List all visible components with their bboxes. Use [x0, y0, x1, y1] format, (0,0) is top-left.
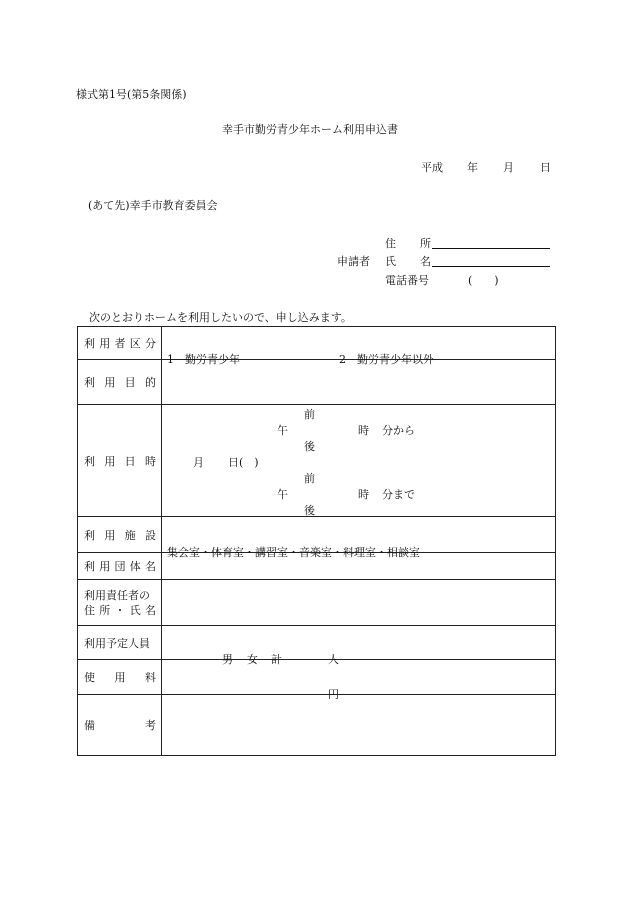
datetime-label-text	[78, 453, 161, 469]
label-char: 所	[99, 603, 111, 617]
noon-mark-from: 午	[277, 424, 288, 437]
label-char: 利	[84, 337, 95, 350]
name-label-1: 氏	[385, 255, 396, 268]
people-label-text: 利用予定人員	[84, 636, 150, 650]
category-cell[interactable]	[162, 327, 556, 366]
table-row	[78, 660, 556, 695]
group-label-text	[78, 558, 161, 574]
label-char: 区	[129, 337, 141, 350]
application-table	[77, 326, 556, 756]
facility-label-text	[78, 527, 161, 543]
facility-options[interactable]: 集会室・体育室・講習室・音楽室・料理室・相談室	[167, 545, 420, 559]
date-year: 年	[467, 161, 478, 174]
category-label	[78, 327, 162, 360]
datetime-cell[interactable]	[162, 405, 556, 517]
category-option-2[interactable]: 2 勤労青少年以外	[339, 353, 434, 366]
facility-label	[78, 517, 162, 553]
name-field[interactable]	[432, 266, 550, 267]
label-char: ・	[114, 603, 126, 617]
label-char: 目	[124, 376, 136, 389]
responsible-label	[78, 580, 162, 626]
label-char: 用	[104, 454, 116, 468]
am-mark-until: 前	[304, 472, 315, 485]
table-row	[78, 360, 556, 405]
table-row	[78, 626, 556, 660]
label-char: 日	[124, 454, 136, 468]
label-char: 体	[129, 560, 141, 573]
purpose-cell[interactable]	[162, 360, 556, 405]
label-char: 者	[114, 337, 126, 350]
label-char: 用	[104, 528, 116, 542]
form-title: 幸手市勤労青少年ホーム利用申込書	[222, 123, 398, 136]
address-field[interactable]	[432, 248, 550, 249]
purpose-label	[78, 360, 162, 405]
label-char: 団	[114, 560, 126, 573]
intro-text: 次のとおりホームを利用したいので、申し込みます。	[89, 311, 352, 324]
date-month: 月	[503, 161, 514, 174]
label-char: 料	[145, 671, 156, 684]
people-unit: 人	[328, 652, 339, 666]
category-label-text	[78, 335, 161, 351]
label-char: 利	[84, 376, 95, 389]
label-char: 施	[124, 528, 136, 542]
label-char: 用	[104, 376, 116, 389]
pm-mark-from: 後	[304, 440, 315, 453]
address-label-2: 所	[420, 237, 431, 250]
label-char: 設	[144, 528, 156, 542]
label-char: 名	[145, 603, 156, 617]
remarks-cell[interactable]	[162, 695, 556, 756]
label-char: 備	[84, 719, 95, 732]
people-label	[78, 626, 162, 660]
label-char: 利	[84, 454, 95, 468]
datetime-label	[78, 405, 162, 517]
responsible-label-line2	[84, 603, 156, 618]
hour-until: 時	[358, 488, 369, 501]
label-char: 的	[144, 376, 156, 389]
fee-cell[interactable]	[162, 660, 556, 701]
label-char: 利	[84, 528, 95, 542]
fee-label	[78, 660, 162, 695]
phone-label: 電話番号	[385, 274, 429, 287]
address-label-1: 住	[385, 237, 396, 250]
fee-unit: 円	[328, 688, 339, 701]
label-char: 名	[145, 560, 156, 573]
responsible-label-line1: 利用責任者の	[84, 588, 150, 602]
day-mark: 日( )	[228, 456, 259, 469]
form-number: 様式第1号(第5条関係)	[76, 88, 187, 101]
table-row	[78, 405, 556, 517]
hour-from: 時	[358, 424, 369, 437]
applicant-label: 申請者	[337, 255, 370, 268]
date-day: 日	[540, 161, 551, 174]
addressee: (あて先)幸手市教育委員会	[88, 199, 218, 212]
name-label-2: 名	[420, 255, 431, 268]
category-option-1[interactable]: 1 勤労青少年	[167, 353, 240, 366]
phone-paren: ( )	[468, 274, 499, 287]
facility-cell[interactable]	[162, 517, 556, 559]
remarks-label-text	[78, 717, 161, 733]
label-char: 時	[144, 454, 156, 468]
male-mark: 男	[222, 652, 233, 666]
label-char: 氏	[129, 603, 141, 617]
minute-from: 分から	[382, 424, 415, 437]
group-label	[78, 553, 162, 580]
label-char: 利	[84, 560, 95, 573]
remarks-label	[78, 695, 162, 756]
table-row	[78, 327, 556, 360]
fee-label-text	[78, 669, 161, 685]
month-mark: 月	[193, 456, 204, 469]
minute-until: 分まで	[382, 488, 415, 501]
purpose-label-text	[78, 374, 161, 390]
label-char: 使	[84, 671, 95, 684]
total-mark: 計	[271, 652, 282, 666]
responsible-cell[interactable]	[162, 580, 556, 626]
label-char: 用	[114, 671, 126, 684]
table-row	[78, 517, 556, 553]
am-mark-from: 前	[304, 408, 315, 421]
pm-mark-until: 後	[304, 504, 315, 517]
label-char: 考	[145, 719, 156, 732]
label-char: 分	[145, 337, 156, 350]
table-row	[78, 695, 556, 756]
label-char: 用	[99, 337, 111, 350]
date-era: 平成	[421, 161, 443, 174]
female-mark: 女	[247, 652, 258, 666]
noon-mark-until: 午	[277, 488, 288, 501]
label-char: 用	[99, 560, 111, 573]
table-row	[78, 580, 556, 626]
label-char: 住	[84, 603, 95, 617]
people-cell[interactable]	[162, 626, 556, 666]
